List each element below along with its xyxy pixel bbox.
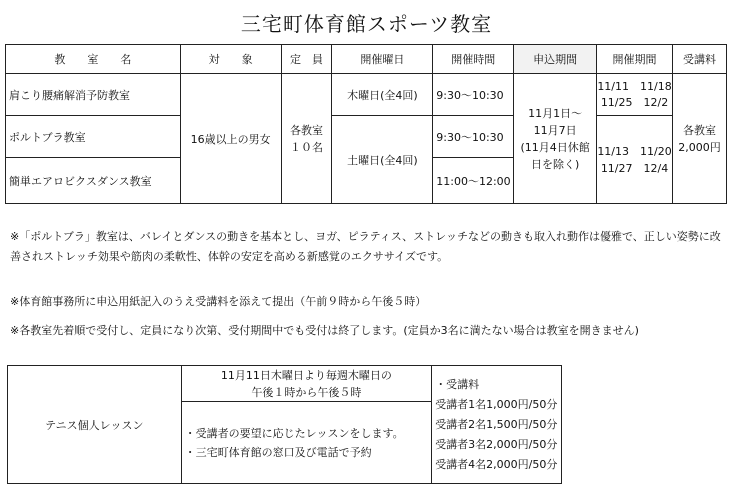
note-application: ※体育館事務所に申込用紙記入のうえ受講料を添えて提出（午前９時から午後５時） bbox=[10, 295, 427, 308]
time-cell: 11:00〜12:00 bbox=[433, 158, 514, 204]
tennis-fee-line: 受講者3名2,000円/50分 bbox=[435, 437, 558, 451]
class-name: 肩こり腰痛解消予防教室 bbox=[6, 74, 181, 116]
class-schedule-table bbox=[5, 44, 727, 204]
header-apply-period: 申込期間 bbox=[514, 45, 597, 74]
tennis-name: テニス個人レッスン bbox=[8, 366, 182, 484]
day-cell: 土曜日(全4回) bbox=[332, 116, 433, 204]
header-day: 開催曜日 bbox=[332, 45, 433, 74]
table-row bbox=[6, 74, 727, 116]
sat-dates-cell: 11/13 11/20 11/27 12/4 bbox=[597, 116, 673, 204]
note-portbras: ※「ポルトブラ」教室は、バレイとダンスの動きを基本とし、ヨガ、ピラティス、ストレッチなどの動きも取入れ動作は優雅で、正しい姿勢に改善されストレッチ効果や筋肉の柔軟性、体幹の安定を高める新感覚のエクササイズです。 bbox=[10, 230, 721, 263]
tennis-lesson-table bbox=[7, 365, 562, 484]
tennis-schedule: 11月11日木曜日より毎週木曜日の 午後１時から午後５時 bbox=[181, 366, 432, 402]
tennis-details: ・受講者の要望に応じたレッスンをします。 ・三宅町体育館の窓口及び電話で予約 bbox=[181, 402, 432, 484]
tennis-fee-line: 受講者2名1,500円/50分 bbox=[435, 417, 558, 431]
header-class-name: 教 室 名 bbox=[6, 45, 181, 74]
table-row bbox=[6, 116, 727, 158]
fee-cell: 各教室 2,000円 bbox=[672, 74, 726, 204]
tennis-fee-title: ・受講料 bbox=[435, 377, 480, 391]
note-first-come: ※各教室先着順で受付し、定員になり次第、受付期間中でも受付は終了します。(定員か3名に満たない場合は教室を開きません) bbox=[10, 324, 639, 337]
header-time: 開催時間 bbox=[433, 45, 514, 74]
header-target: 対 象 bbox=[180, 45, 281, 74]
time-cell: 9:30〜10:30 bbox=[433, 116, 514, 158]
tennis-fee-cell bbox=[432, 366, 562, 484]
target-cell: 16歳以上の男女 bbox=[180, 74, 281, 204]
tennis-fee-line: 受講者4名2,000円/50分 bbox=[435, 457, 558, 471]
class-name: 簡単エアロビクスダンス教室 bbox=[6, 158, 181, 204]
apply-period-cell: 11月1日〜 11月7日 (11月4日休館 日を除く) bbox=[514, 74, 597, 204]
header-fee: 受講料 bbox=[672, 45, 726, 74]
class-name: ポルトブラ教室 bbox=[6, 116, 181, 158]
header-capacity: 定 員 bbox=[281, 45, 332, 74]
page-title: 三宅町体育館スポーツ教室 bbox=[240, 12, 493, 36]
capacity-cell: 各教室 １０名 bbox=[281, 74, 332, 204]
tennis-fee-line: 受講者1名1,000円/50分 bbox=[435, 397, 558, 411]
day-cell: 木曜日(全4回) bbox=[332, 74, 433, 116]
thu-dates-cell: 11/11 11/18 11/25 12/2 bbox=[597, 74, 673, 116]
header-event-period: 開催期間 bbox=[597, 45, 673, 74]
time-cell: 9:30〜10:30 bbox=[433, 74, 514, 116]
table-header-row bbox=[6, 45, 727, 74]
